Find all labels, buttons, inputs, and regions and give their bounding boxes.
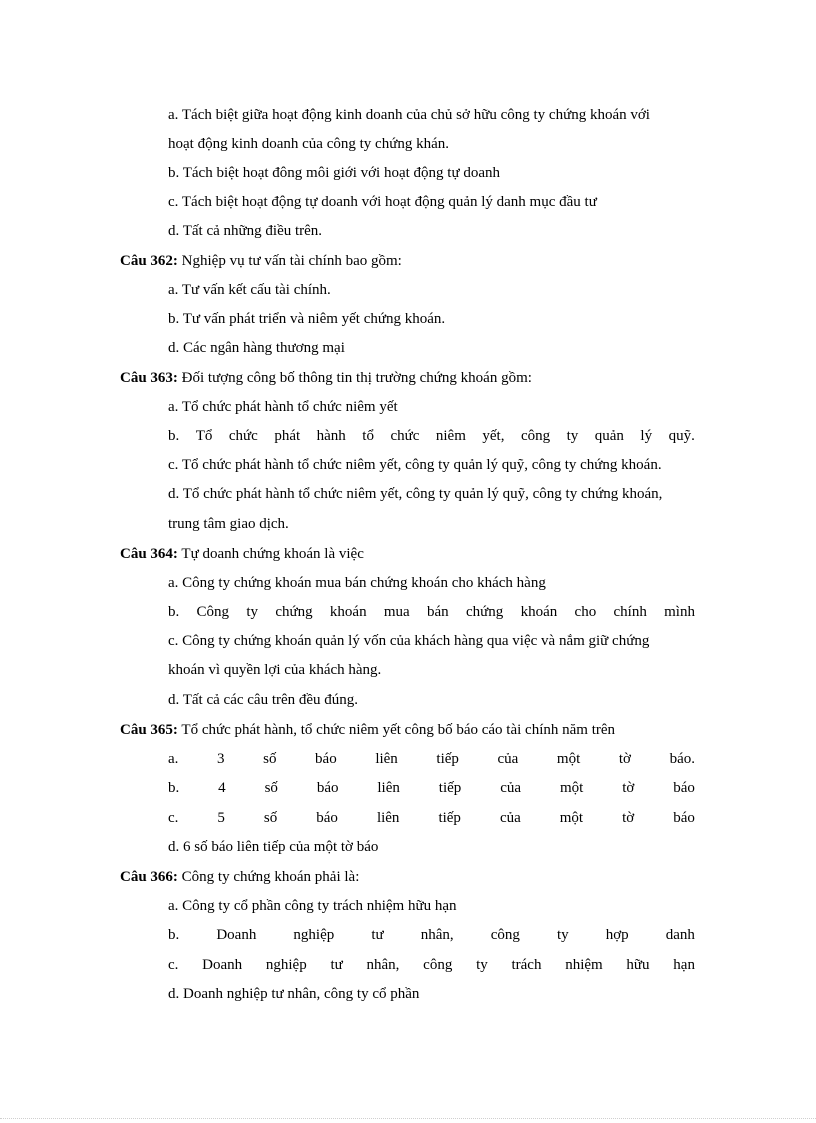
answer-word: số bbox=[263, 751, 277, 767]
answer-d: d. Tất cả những điều trên. bbox=[168, 223, 323, 239]
answer-d-continued: trung tâm giao dịch. bbox=[168, 516, 289, 532]
answer-word: tư bbox=[371, 927, 384, 943]
question-365 bbox=[120, 720, 615, 740]
answer-word: cho bbox=[574, 604, 597, 620]
question-text: Tự doanh chứng khoán là việc bbox=[177, 546, 364, 562]
answer-word: bán bbox=[427, 604, 449, 620]
answer-word: liên bbox=[377, 780, 400, 796]
answer-word: Doanh bbox=[216, 927, 257, 943]
answer-word: tiếp bbox=[438, 780, 462, 796]
answer-a: a. Công ty chứng khoán mua bán chứng khoán cho khách hàng bbox=[168, 575, 546, 591]
answer-word: quản bbox=[594, 428, 624, 444]
question-number: Câu 362: bbox=[120, 253, 178, 269]
answer-d: d. Tổ chức phát hành tổ chức niêm yết, công ty quản lý quỹ, công ty chứng khoán, bbox=[168, 486, 663, 502]
answer-b-justified bbox=[168, 602, 695, 622]
answer-word: trách bbox=[511, 957, 542, 973]
answer-word: báo bbox=[315, 751, 337, 767]
answer-d: d. Tất cả các câu trên đều đúng. bbox=[168, 692, 359, 708]
answer-word: lý bbox=[640, 428, 653, 444]
answer-word: chức bbox=[390, 428, 420, 444]
question-text: Đối tượng công bố thông tin thị trường chứng khoán gồm: bbox=[177, 370, 532, 386]
answer-word: hạn bbox=[673, 957, 695, 973]
question-363 bbox=[120, 368, 532, 388]
answer-word: chức bbox=[228, 428, 258, 444]
answer-word: công bbox=[423, 957, 453, 973]
answer-word: b. bbox=[168, 780, 180, 796]
answer-b-justified bbox=[168, 778, 695, 798]
answer-word: tổ bbox=[362, 428, 374, 444]
answer-word: một bbox=[559, 810, 584, 826]
answer-word: của bbox=[499, 810, 521, 826]
answer-word: b. bbox=[168, 604, 180, 620]
answer-word: công bbox=[490, 927, 520, 943]
question-362 bbox=[120, 251, 402, 271]
answer-word: yết, bbox=[482, 428, 505, 444]
answer-word: của bbox=[500, 780, 522, 796]
answer-d: d. Doanh nghiệp tư nhân, công ty cổ phần bbox=[168, 986, 420, 1002]
answer-c-justified bbox=[168, 955, 695, 975]
answer-word: quỹ. bbox=[668, 428, 695, 444]
answer-word: khoán bbox=[520, 604, 558, 620]
answer-word: chính bbox=[613, 604, 647, 620]
answer-c: c. Tổ chức phát hành tổ chức niêm yết, công ty quản lý quỹ, công ty chứng khoán. bbox=[168, 457, 662, 473]
answer-word: một bbox=[556, 751, 581, 767]
question-number: Câu 363: bbox=[120, 370, 178, 386]
answer-word: 5 bbox=[217, 810, 225, 826]
answer-a: a. Tư vấn kết cấu tài chính. bbox=[168, 282, 331, 298]
answer-b: b. Tách biệt hoạt đông môi giới với hoạt động tự doanh bbox=[168, 165, 501, 181]
answer-word: niêm bbox=[435, 428, 466, 444]
answer-word: nhân, bbox=[366, 957, 400, 973]
answer-word: liên bbox=[376, 810, 400, 826]
answer-b-justified bbox=[168, 925, 695, 945]
question-text: Nghiệp vụ tư vấn tài chính bao gồm: bbox=[177, 253, 402, 269]
answer-a: a. Công ty cổ phần công ty trách nhiệm hữu hạn bbox=[168, 898, 457, 914]
answer-word: của bbox=[497, 751, 519, 767]
page-bottom-rule bbox=[0, 1118, 816, 1119]
answer-word: a. bbox=[168, 751, 179, 767]
answer-word: một bbox=[559, 780, 584, 796]
answer-word: tờ bbox=[618, 751, 631, 767]
answer-word: mình bbox=[664, 604, 695, 620]
answer-word: c. bbox=[168, 810, 179, 826]
answer-word: 3 bbox=[217, 751, 225, 767]
answer-word: hợp bbox=[605, 927, 629, 943]
answer-word: nghiệp bbox=[293, 927, 335, 943]
question-number: Câu 366: bbox=[120, 869, 178, 885]
question-number: Câu 364: bbox=[120, 546, 178, 562]
answer-word: báo bbox=[316, 780, 339, 796]
answer-word: danh bbox=[665, 927, 695, 943]
answer-word: số bbox=[264, 780, 278, 796]
answer-word: ty bbox=[246, 604, 259, 620]
answer-word: tờ bbox=[622, 780, 635, 796]
answer-word: báo. bbox=[669, 751, 695, 767]
answer-word: ty bbox=[476, 957, 488, 973]
answer-word: tiếp bbox=[438, 810, 461, 826]
answer-word: báo bbox=[673, 810, 695, 826]
answer-word: b. bbox=[168, 428, 180, 444]
answer-word: liên bbox=[375, 751, 398, 767]
answer-word: Công bbox=[196, 604, 230, 620]
answer-word: c. bbox=[168, 957, 179, 973]
answer-word: nhiệm bbox=[565, 957, 603, 973]
answer-word: khoán bbox=[329, 604, 367, 620]
answer-word: Tổ bbox=[195, 428, 213, 444]
answer-a: a. Tổ chức phát hành tổ chức niêm yết bbox=[168, 399, 398, 415]
answer-c-continued: khoán vì quyền lợi của khách hàng. bbox=[168, 662, 382, 678]
answer-c-justified bbox=[168, 808, 695, 828]
answer-word: Doanh bbox=[202, 957, 243, 973]
question-text: Công ty chứng khoán phải là: bbox=[177, 869, 360, 885]
answer-c: c. Công ty chứng khoán quản lý vốn của khách hàng qua việc và nắm giữ chứng bbox=[168, 633, 650, 649]
answer-word: báo bbox=[673, 780, 695, 796]
answer-word: ty bbox=[566, 428, 579, 444]
answer-b-justified bbox=[168, 426, 695, 446]
answer-a-justified bbox=[168, 749, 695, 769]
answer-word: tờ bbox=[622, 810, 635, 826]
answer-c: c. Tách biệt hoạt động tự doanh với hoạt động quản lý danh mục đầu tư bbox=[168, 194, 597, 210]
answer-a: a. Tách biệt giữa hoạt động kinh doanh của chủ sở hữu công ty chứng khoán với bbox=[168, 107, 650, 123]
answer-word: công bbox=[520, 428, 551, 444]
answer-word: nghiệp bbox=[265, 957, 307, 973]
answer-word: 4 bbox=[218, 780, 226, 796]
answer-word: tiếp bbox=[436, 751, 459, 767]
question-366 bbox=[120, 867, 359, 887]
question-text: Tổ chức phát hành, tổ chức niêm yết công bố báo cáo tài chính năm trên bbox=[177, 722, 616, 738]
answer-word: b. bbox=[168, 927, 180, 943]
answer-word: chứng bbox=[465, 604, 504, 620]
answer-word: mua bbox=[383, 604, 410, 620]
question-number: Câu 365: bbox=[120, 722, 178, 738]
answer-word: báo bbox=[316, 810, 338, 826]
answer-word: nhân, bbox=[420, 927, 454, 943]
question-364 bbox=[120, 544, 364, 564]
answer-word: ty bbox=[556, 927, 569, 943]
answer-d: d. 6 số báo liên tiếp của một tờ báo bbox=[168, 839, 379, 855]
answer-word: tư bbox=[330, 957, 343, 973]
answer-a-continued: hoạt động kinh doanh của công ty chứng khán. bbox=[168, 136, 449, 152]
answer-word: hữu bbox=[626, 957, 650, 973]
answer-word: chứng bbox=[275, 604, 313, 620]
answer-b: b. Tư vấn phát triển và niêm yết chứng khoán. bbox=[168, 311, 446, 327]
answer-word: số bbox=[263, 810, 278, 826]
answer-d: d. Các ngân hàng thương mại bbox=[168, 340, 345, 356]
answer-word: phát bbox=[274, 428, 301, 444]
answer-word: hành bbox=[316, 428, 346, 444]
